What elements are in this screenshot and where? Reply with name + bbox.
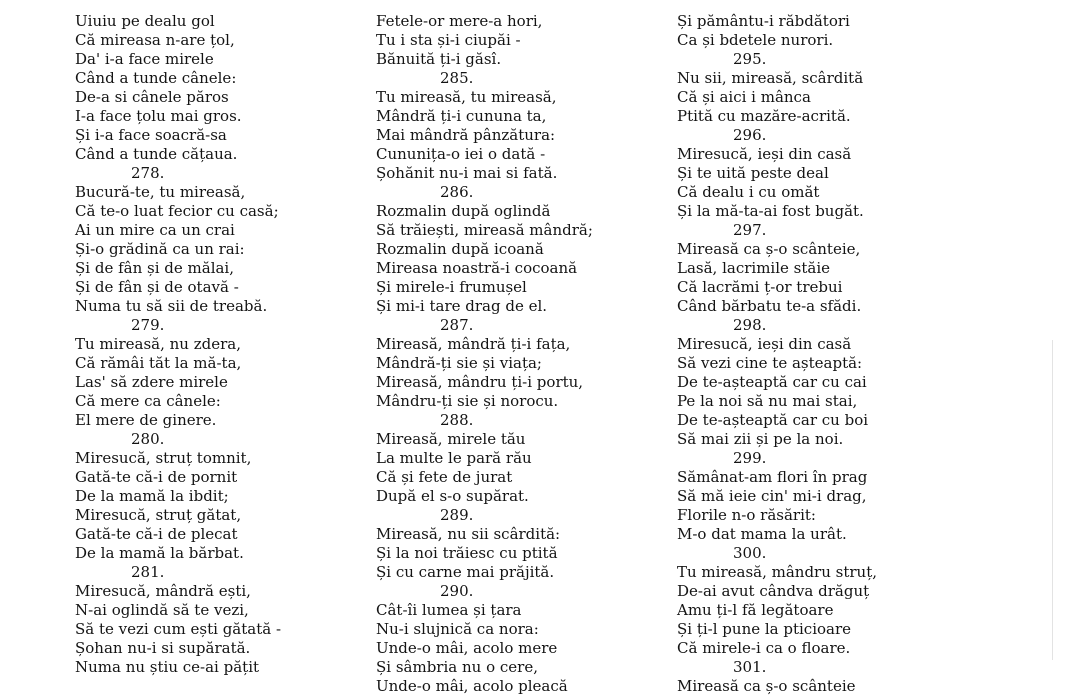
verse-line: Rozmalin după icoană: [376, 240, 544, 258]
verse-line: Și de fân și de mălai,: [75, 259, 234, 277]
verse-line: Nu sii, mireasă, scârdită: [677, 69, 864, 87]
verse-line: Mireasă, mândră ți-i fața,: [376, 335, 571, 353]
verse-line: Mândru-ți sie și norocu.: [376, 392, 559, 410]
verse-line: Mândră-ți sie și viața;: [376, 354, 542, 372]
verse-number: 300.: [733, 544, 767, 562]
verse-line: Și ți-l pune la pticioare: [677, 620, 852, 638]
verse-line: N-ai oglindă să te vezi,: [75, 601, 249, 619]
verse-line: Că mireasa n-are țol,: [75, 31, 235, 49]
verse-number: 297.: [733, 221, 767, 239]
verse-line: Că rămâi tăt la mă-ta,: [75, 354, 242, 372]
verse-line: Rozmalin după oglindă: [376, 202, 551, 220]
verse-line: Tu i sta și-i ciupăi -: [376, 31, 521, 49]
verse-line: Și pământu-i răbdători: [677, 12, 850, 30]
verse-line: Tu mireasă, tu mireasă,: [376, 88, 557, 106]
verse-line: Gată-te că-i de pornit: [75, 468, 238, 486]
verse-line: I-a face țolu mai gros.: [75, 107, 242, 125]
scan-edge-mark: [1052, 340, 1053, 660]
verse-number: 296.: [733, 126, 767, 144]
verse-line: Și te uită peste deal: [677, 164, 829, 182]
verse-line: De la mamă la bărbat.: [75, 544, 244, 562]
verse-line: Mireasă, mirele tău: [376, 430, 526, 448]
verse-line: Florile n-o răsărit:: [677, 506, 816, 524]
verse-line: Și i-a face soacră-sa: [75, 126, 227, 144]
verse-line: Mireasă, nu sii scârdită:: [376, 525, 561, 543]
verse-number: 281.: [131, 563, 165, 581]
verse-number: 288.: [440, 411, 474, 429]
verse-line: Mireasa noastră-i cocoană: [376, 259, 578, 277]
verse-line: Tu mireasă, mândru struț,: [677, 563, 878, 581]
verse-line: Să vezi cine te așteaptă:: [677, 354, 863, 372]
verse-line: Lasă, lacrimile stăie: [677, 259, 830, 277]
verse-line: Și la noi trăiesc cu ptită: [376, 544, 558, 562]
verse-line: Gată-te că-i de plecat: [75, 525, 238, 543]
verse-line: Numa tu să sii de treabă.: [75, 297, 268, 315]
verse-number: 295.: [733, 50, 767, 68]
verse-line: Să trăiești, mireasă mândră;: [376, 221, 593, 239]
verse-line: Unde-o mâi, acolo mere: [376, 639, 558, 657]
verse-number: 299.: [733, 449, 767, 467]
verse-line: Miresucă, ieși din casă: [677, 335, 852, 353]
verse-line: Tu mireasă, nu zdera,: [75, 335, 241, 353]
verse-line: Mireasă, mândru ți-i portu,: [376, 373, 584, 391]
verse-line: Că lacrămi ț-or trebui: [677, 278, 843, 296]
verse-line: Și cu carne mai prăjită.: [376, 563, 555, 581]
verse-line: Să mă ieie cin' mi-i drag,: [677, 487, 867, 505]
verse-line: Unde-o mâi, acolo pleacă: [376, 677, 568, 695]
verse-number: 290.: [440, 582, 474, 600]
verse-line: Bănuită ți-i găsî.: [376, 50, 502, 68]
verse-line: Ptită cu mazăre-acrită.: [677, 107, 851, 125]
verse-line: Cât-îi lumea și țara: [376, 601, 522, 619]
verse-line: [75, 0, 365, 12]
verse-line: De te-așteaptă car cu boi: [677, 411, 869, 429]
verse-line: Numa nu știu ce-ai pățit: [75, 658, 260, 676]
verse-line: Mândră ți-i cununa ta,: [376, 107, 547, 125]
verse-line: Bucură-te, tu mireasă,: [75, 183, 246, 201]
verse-line: Șohănit nu-i mai si fată.: [376, 164, 558, 182]
verse-line: Șohan nu-i si supărată.: [75, 639, 251, 657]
verse-line: Amu ți-l fă legătoare: [677, 601, 834, 619]
verse-line: De la mamă la ibdit;: [75, 487, 229, 505]
poem-column-right: [677, 0, 967, 696]
verse-line: De-a si cânele păros: [75, 88, 229, 106]
verse-line: Și la mă-ta-ai fost bugăt.: [677, 202, 864, 220]
verse-line: De te-așteaptă car cu cai: [677, 373, 867, 391]
verse-line: Fetele-or mere-a hori,: [376, 12, 543, 30]
verse-line: Să te vezi cum ești gătată -: [75, 620, 282, 638]
verse-line: Când a tunde cânele:: [75, 69, 237, 87]
verse-line: Ai un mire ca un crai: [75, 221, 235, 239]
verse-line: Că dealu i cu omăt: [677, 183, 820, 201]
verse-number: 289.: [440, 506, 474, 524]
verse-line: Că și aici i mânca: [677, 88, 811, 106]
verse-line: El mere de ginere.: [75, 411, 217, 429]
verse-number: 278.: [131, 164, 165, 182]
verse-line: Miresucă, mândră ești,: [75, 582, 251, 600]
verse-line: Și mirele-i frumușel: [376, 278, 527, 296]
verse-line: Nu-i slujnică ca nora:: [376, 620, 539, 638]
verse-line: La multe le pară rău: [376, 449, 532, 467]
verse-line: Pe la noi să nu mai stai,: [677, 392, 858, 410]
verse-line: Că mere ca cânele:: [75, 392, 221, 410]
verse-number: 298.: [733, 316, 767, 334]
verse-line: Când bărbatu te-a sfădi.: [677, 297, 862, 315]
verse-line: De-ai avut cândva drăguț: [677, 582, 870, 600]
verse-line: Și sâmbria nu o cere,: [376, 658, 538, 676]
verse-line: Da' i-a face mirele: [75, 50, 214, 68]
verse-number: 301.: [733, 658, 767, 676]
verse-number: 287.: [440, 316, 474, 334]
verse-line: Că te-o luat fecior cu casă;: [75, 202, 279, 220]
verse-line: Că mirele-i ca o floare.: [677, 639, 851, 657]
verse-line: Și-o grădină ca un rai:: [75, 240, 245, 258]
verse-line: Cununița-o iei o dată -: [376, 145, 546, 163]
poem-column-middle: [376, 0, 666, 696]
verse-line: Când a tunde cățaua.: [75, 145, 238, 163]
verse-line: Miresucă, struț tomnit,: [75, 449, 252, 467]
verse-number: 285.: [440, 69, 474, 87]
verse-number: 280.: [131, 430, 165, 448]
verse-line: Uiuiu pe dealu gol: [75, 12, 215, 30]
verse-line: Să mai zii și pe la noi.: [677, 430, 844, 448]
verse-line: Mireasă ca ș-o scânteie,: [677, 240, 861, 258]
verse-line: Ca și bdetele nurori.: [677, 31, 834, 49]
verse-line: Că și fete de jurat: [376, 468, 513, 486]
verse-line: Mai mândră pânzătura:: [376, 126, 556, 144]
verse-line: După el s-o supărat.: [376, 487, 529, 505]
poem-column-left: [75, 0, 365, 677]
verse-line: Sămânat-am flori în prag: [677, 468, 868, 486]
verse-line: Mireasă ca ș-o scânteie: [677, 677, 856, 695]
verse-line: Miresucă, struț gătat,: [75, 506, 242, 524]
verse-line: Și mi-i tare drag de el.: [376, 297, 548, 315]
verse-line: Și de fân și de otavă -: [75, 278, 239, 296]
verse-line: [677, 0, 967, 12]
verse-number: 286.: [440, 183, 474, 201]
verse-number: 279.: [131, 316, 165, 334]
verse-line: Las' să zdere mirele: [75, 373, 228, 391]
verse-line: Miresucă, ieși din casă: [677, 145, 852, 163]
verse-line: M-o dat mama la urât.: [677, 525, 847, 543]
verse-line: [376, 0, 666, 12]
